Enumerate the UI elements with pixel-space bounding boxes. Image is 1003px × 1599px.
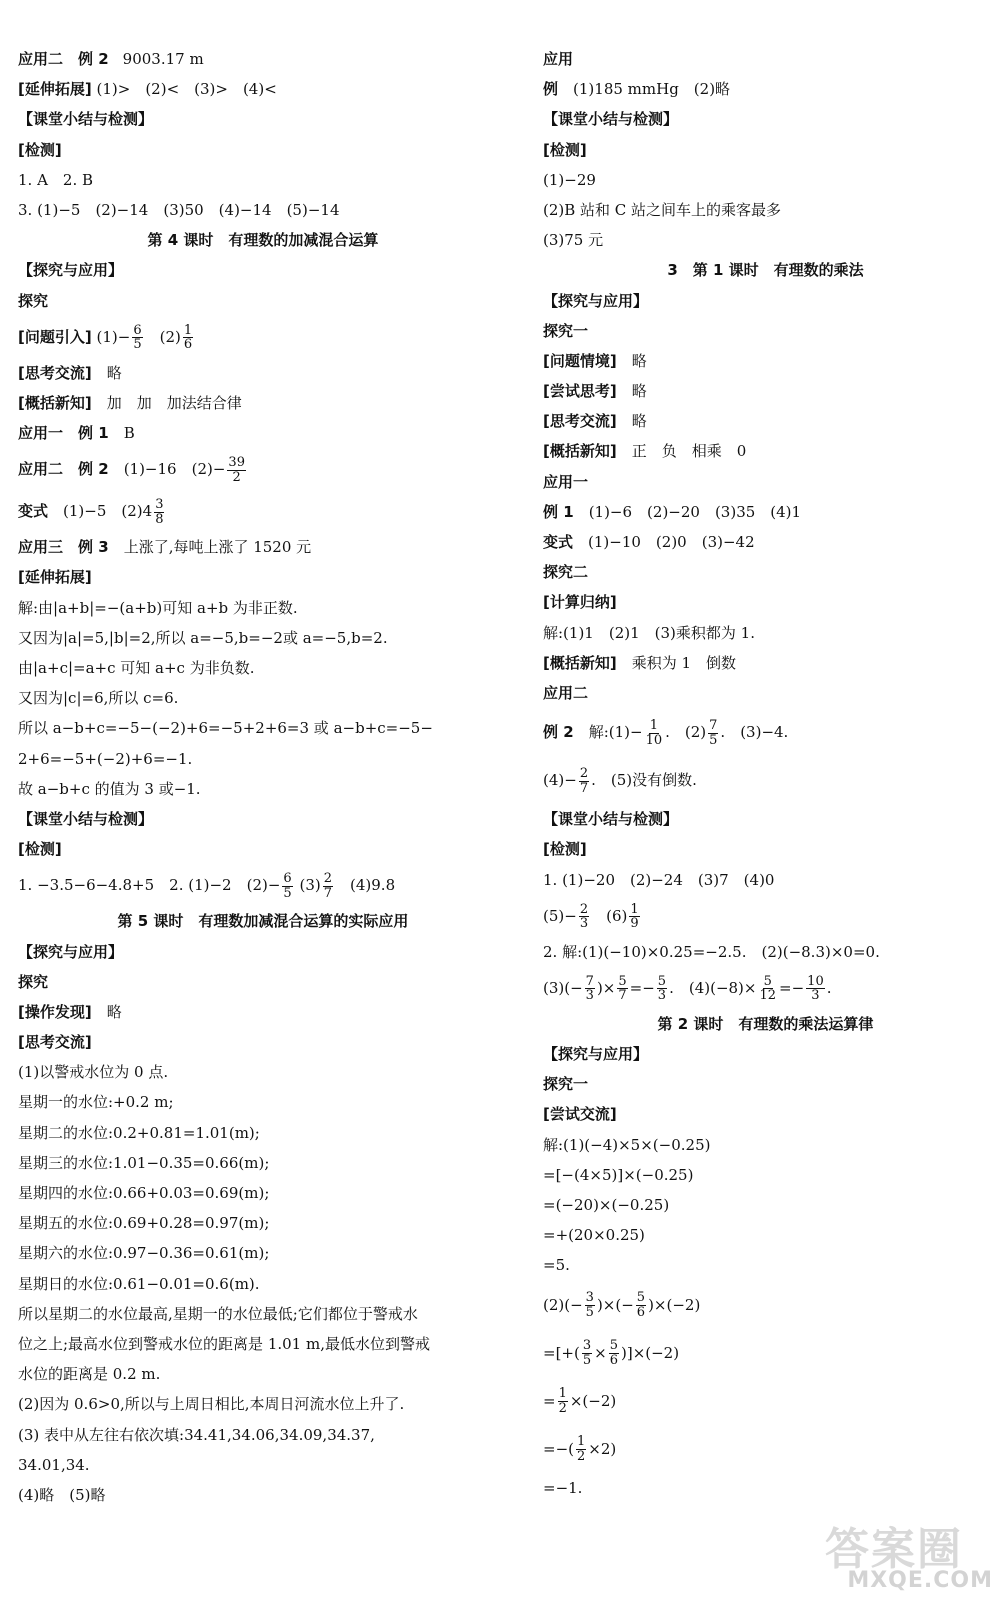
- text-line: = $\frac{1}{2}$ ×(−2): [543, 1386, 617, 1417]
- text-line: 星期二的水位:0.2+0.81=1.01(m);: [18, 1123, 260, 1142]
- subsection-label: [检测]: [18, 140, 62, 159]
- lesson-title: 第 2 课时 有理数的乘法运算律: [657, 1014, 874, 1033]
- text-line: (3)(− $\frac{7}{3}$ )× $\frac{5}{7}$ =− $\frac{5}{3}$ . (4)(−8)× $\frac{5}{12}$ =− $\frac{10}{3}$ .: [543, 973, 832, 1004]
- fraction: $\frac{1}{6}$: [183, 322, 193, 353]
- text-line: 星期三的水位:1.01−0.35=0.66(m);: [18, 1153, 270, 1172]
- text-line: 2+6=−5+(−2)+6=−1.: [18, 749, 193, 768]
- text-line: 解:(1)(−4)×5×(−0.25): [543, 1135, 711, 1154]
- watermark-logo: [808, 1513, 993, 1593]
- text-line: (2)因为 0.6>0,所以与上周日相比,本周日河流水位上升了.: [18, 1395, 405, 1414]
- text-line: 应用二 例 2 9003.17 m: [18, 50, 204, 68]
- fraction: $\frac{7}{5}$: [709, 717, 718, 748]
- fraction: $\frac{7}{3}$: [585, 973, 594, 1004]
- fraction: $\frac{5}{3}$: [657, 973, 667, 1004]
- text-line: (1)以警戒水位为 0 点.: [18, 1063, 169, 1082]
- section-heading: 【探究与应用】: [18, 261, 124, 280]
- fraction: $\frac{5}{6}$: [636, 1290, 646, 1321]
- fraction: $\frac{1}{2}$: [577, 1434, 586, 1465]
- right-column: [543, 44, 988, 1503]
- fraction: $\frac{2}{3}$: [579, 901, 589, 932]
- subsection-label: [思考交流]: [18, 1033, 92, 1052]
- subsection-label: 探究二: [543, 563, 589, 582]
- text-line: (2)B 站和 C 站之间车上的乘客最多: [543, 200, 782, 219]
- text-line: 解:(1)1 (2)1 (3)乘积都为 1.: [543, 623, 755, 642]
- fraction: $\frac{2}{7}$: [323, 871, 332, 901]
- text-line: [思考交流] 略: [18, 363, 122, 382]
- text-line: 水位的距离是 0.2 m.: [18, 1365, 161, 1384]
- text-line: 星期日的水位:0.61−0.01=0.6(m).: [18, 1274, 260, 1293]
- text-line: 应用三 例 3 上涨了,每吨上涨了 1520 元: [18, 538, 312, 557]
- text-line: [问题情境] 略: [543, 351, 647, 370]
- text-line: 34.01,34.: [18, 1455, 90, 1474]
- text-line: [概括新知] 乘积为 1 倒数: [543, 653, 737, 672]
- text-line: (4)略 (5)略: [18, 1485, 106, 1504]
- text-line: 1. A 2. B: [18, 170, 94, 189]
- text-line: (1)−29: [543, 170, 596, 189]
- subsection-label: 探究一: [543, 1075, 589, 1094]
- fraction: $\frac{6}{5}$: [283, 871, 292, 901]
- subsection-label: 探究: [18, 291, 49, 310]
- subsection-label: 应用一: [543, 472, 589, 491]
- lesson-title: 3 第 1 课时 有理数的乘法: [667, 261, 864, 280]
- fraction: $\frac{5}{12}$: [759, 973, 777, 1004]
- text-line: =−( $\frac{1}{2}$ ×2): [543, 1434, 617, 1465]
- subsection-label: 探究: [18, 972, 49, 991]
- section-heading: 【课堂小结与检测】: [543, 110, 679, 129]
- section-heading: 【探究与应用】: [543, 1045, 649, 1064]
- fraction: $\frac{3}{5}$: [582, 1338, 592, 1369]
- subsection-label: 应用: [543, 50, 574, 68]
- text-line: (5)− $\frac{2}{3}$ (6) $\frac{1}{9}$: [543, 901, 639, 932]
- text-line: 所以 a−b+c=−5−(−2)+6=−5+2+6=3 或 a−b+c=−5−: [18, 719, 433, 738]
- fraction: $\frac{2}{7}$: [579, 765, 589, 796]
- text-line: (3)75 元: [543, 231, 604, 250]
- subsection-label: [计算归纳]: [543, 593, 617, 612]
- subsection-label: [检测]: [543, 140, 587, 159]
- lesson-title: 第 5 课时 有理数加减混合运算的实际应用: [117, 912, 409, 931]
- text-line: 又因为|a|=5,|b|=2,所以 a=−5,b=−2或 a=−5,b=2.: [18, 628, 388, 647]
- text-line: (2)(− $\frac{3}{5}$ )×(− $\frac{5}{6}$ )×(−2): [543, 1290, 701, 1321]
- subsection-label: [检测]: [18, 840, 62, 859]
- fraction: $\frac{6}{5}$: [133, 322, 142, 353]
- text-line: =[−(4×5)]×(−0.25): [543, 1165, 694, 1184]
- text-line: [概括新知] 正 负 相乘 0: [543, 442, 747, 461]
- watermark-url: MXQE.COM: [847, 1568, 993, 1593]
- text-line: [延伸拓展] (1)> (2)< (3)> (4)<: [18, 80, 277, 99]
- text-line: [概括新知] 加 加 加法结合律: [18, 393, 242, 412]
- text-line: 例 2 解:(1)− $\frac{1}{10}$ . (2) $\frac{7}{5}$ . (3)−4.: [543, 717, 789, 748]
- text-line: 星期一的水位:+0.2 m;: [18, 1093, 174, 1112]
- fraction: $\frac{1}{10}$: [645, 717, 663, 748]
- subsection-label: 探究一: [543, 321, 589, 340]
- text-line: =(−20)×(−0.25): [543, 1196, 670, 1214]
- text-line: 星期四的水位:0.66+0.03=0.69(m);: [18, 1184, 270, 1202]
- text-line: [操作发现] 略: [18, 1002, 122, 1021]
- text-line: (3) 表中从左往右依次填:34.41,34.06,34.09,34.37,: [18, 1425, 375, 1444]
- fraction: $\frac{39}{2}$: [228, 455, 245, 485]
- text-line: 应用一 例 1 B: [18, 424, 135, 443]
- text-line: 星期五的水位:0.69+0.28=0.97(m);: [18, 1214, 270, 1233]
- text-line: 1. (1)−20 (2)−24 (3)7 (4)0: [543, 870, 775, 889]
- text-line: 变式 (1)−10 (2)0 (3)−42: [543, 533, 755, 551]
- section-heading: 【课堂小结与检测】: [18, 110, 154, 129]
- subsection-label: 应用二: [543, 683, 589, 702]
- section-heading: 【探究与应用】: [543, 291, 649, 310]
- subsection-label: [尝试交流]: [543, 1105, 617, 1124]
- text-line: =+(20×0.25): [543, 1226, 645, 1245]
- fraction: $\frac{3}{5}$: [585, 1290, 594, 1321]
- text-line: 应用二 例 2 (1)−16 (2)− $\frac{39}{2}$: [18, 455, 245, 485]
- fraction: $\frac{5}{7}$: [618, 973, 627, 1004]
- text-line: 2. 解:(1)(−10)×0.25=−2.5. (2)(−8.3)×0=0.: [543, 942, 880, 961]
- text-line: 变式 (1)−5 (2)4 $\frac{3}{8}$: [18, 497, 164, 527]
- section-heading: 【课堂小结与检测】: [543, 810, 679, 829]
- section-heading: 【课堂小结与检测】: [18, 809, 154, 828]
- text-line: 由|a+c|=a+c 可知 a+c 为非负数.: [18, 659, 255, 677]
- lesson-title: 第 4 课时 有理数的加减混合运算: [147, 231, 379, 250]
- section-heading: 【探究与应用】: [18, 942, 124, 961]
- fraction: $\frac{3}{8}$: [155, 497, 164, 527]
- fraction: $\frac{1}{2}$: [558, 1386, 567, 1417]
- text-line: 又因为|c|=6,所以 c=6.: [18, 689, 179, 708]
- text-line: =5.: [543, 1256, 570, 1275]
- left-column: [18, 44, 508, 1510]
- text-line: 例 (1)185 mmHg (2)略: [543, 80, 731, 99]
- subsection-label: [延伸拓展]: [18, 568, 92, 587]
- text-line: 星期六的水位:0.97−0.36=0.61(m);: [18, 1244, 270, 1263]
- text-line: 1. −3.5−6−4.8+5 2. (1)−2 (2)− $\frac{6}{5}$ (3) $\frac{2}{7}$ (4)9.8: [18, 871, 396, 901]
- watermark-text: 答案圈: [825, 1524, 963, 1575]
- text-line: 解:由|a+b|=−(a+b)可知 a+b 为非正数.: [18, 598, 298, 617]
- text-line: (4)− $\frac{2}{7}$ . (5)没有倒数.: [543, 765, 697, 796]
- text-line: 例 1 (1)−6 (2)−20 (3)35 (4)1: [543, 502, 802, 521]
- text-line: [思考交流] 略: [543, 412, 647, 431]
- fraction: $\frac{10}{3}$: [807, 973, 824, 1004]
- text-line: [尝试思考] 略: [543, 382, 647, 401]
- text-line: 所以星期二的水位最高,星期一的水位最低;它们都位于警戒水: [18, 1304, 418, 1323]
- text-line: 3. (1)−5 (2)−14 (3)50 (4)−14 (5)−14: [18, 200, 340, 219]
- text-line: [问题引入] (1)− $\frac{6}{5}$ (2) $\frac{1}{6}$: [18, 322, 193, 353]
- text-line: 故 a−b+c 的值为 3 或−1.: [18, 779, 201, 798]
- fraction: $\frac{1}{9}$: [630, 901, 639, 932]
- fraction: $\frac{5}{6}$: [609, 1338, 618, 1369]
- text-line: =−1.: [543, 1478, 583, 1497]
- text-line: =[+( $\frac{3}{5}$ × $\frac{5}{6}$ )]×(−2): [543, 1338, 680, 1369]
- text-line: 位之上;最高水位到警戒水位的距离是 1.01 m,最低水位到警戒: [18, 1334, 430, 1353]
- subsection-label: [检测]: [543, 840, 587, 859]
